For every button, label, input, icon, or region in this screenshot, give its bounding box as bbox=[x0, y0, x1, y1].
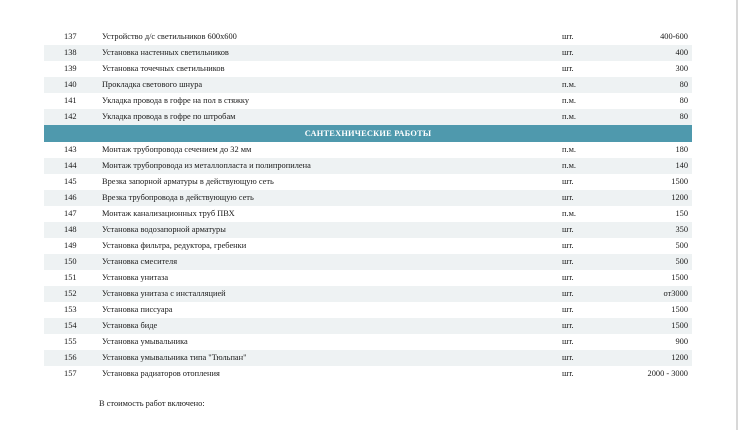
row-price: 80 bbox=[622, 77, 692, 93]
row-unit: шт. bbox=[562, 174, 622, 190]
table-row bbox=[44, 45, 692, 61]
row-number: 143 bbox=[44, 142, 102, 158]
row-service-name: Укладка провода в гофре на пол в стяжку bbox=[102, 93, 562, 109]
table-row bbox=[44, 109, 692, 125]
row-service-name: Установка точечных светильников bbox=[102, 61, 562, 77]
row-unit: шт. bbox=[562, 254, 622, 270]
row-unit: шт. bbox=[562, 366, 622, 382]
row-unit: шт. bbox=[562, 45, 622, 61]
row-number: 148 bbox=[44, 222, 102, 238]
price-table-body-before bbox=[44, 29, 692, 125]
row-service-name: Монтаж канализационных труб ПВХ bbox=[102, 206, 562, 222]
row-unit: п.м. bbox=[562, 142, 622, 158]
row-number: 146 bbox=[44, 190, 102, 206]
row-service-name: Установка умывальника типа "Тюльпан" bbox=[102, 350, 562, 366]
row-number: 141 bbox=[44, 93, 102, 109]
table-row bbox=[44, 270, 692, 286]
row-service-name: Установка умывальника bbox=[102, 334, 562, 350]
row-price: 1500 bbox=[622, 174, 692, 190]
row-number: 153 bbox=[44, 302, 102, 318]
row-service-name: Установка унитаза bbox=[102, 270, 562, 286]
row-unit: п.м. bbox=[562, 93, 622, 109]
row-number: 151 bbox=[44, 270, 102, 286]
table-row bbox=[44, 222, 692, 238]
row-service-name: Монтаж трубопровода сечением до 32 мм bbox=[102, 142, 562, 158]
table-row bbox=[44, 254, 692, 270]
row-number: 147 bbox=[44, 206, 102, 222]
row-service-name: Установка унитаза с инсталляцией bbox=[102, 286, 562, 302]
table-row bbox=[44, 174, 692, 190]
row-unit: шт. bbox=[562, 334, 622, 350]
table-row bbox=[44, 350, 692, 366]
row-price: 1500 bbox=[622, 270, 692, 286]
row-service-name: Укладка провода в гофре по штробам bbox=[102, 109, 562, 125]
row-unit: шт. bbox=[562, 318, 622, 334]
price-table-body-after bbox=[44, 142, 692, 382]
row-unit: п.м. bbox=[562, 77, 622, 93]
table-row bbox=[44, 61, 692, 77]
row-price: 350 bbox=[622, 222, 692, 238]
table-row bbox=[44, 286, 692, 302]
row-number: 149 bbox=[44, 238, 102, 254]
row-price: 150 bbox=[622, 206, 692, 222]
row-number: 154 bbox=[44, 318, 102, 334]
row-price: 2000 - 3000 bbox=[622, 366, 692, 382]
row-unit: п.м. bbox=[562, 158, 622, 174]
table-row bbox=[44, 206, 692, 222]
row-price: 1500 bbox=[622, 318, 692, 334]
row-unit: шт. bbox=[562, 61, 622, 77]
row-price: 500 bbox=[622, 238, 692, 254]
row-service-name: Монтаж трубопровода из металлопласта и полипропилена bbox=[102, 158, 562, 174]
row-price: 80 bbox=[622, 93, 692, 109]
footer-note: В стоимость работ включено: bbox=[99, 399, 205, 408]
row-number: 152 bbox=[44, 286, 102, 302]
row-service-name: Установка писсуара bbox=[102, 302, 562, 318]
row-service-name: Врезка запорной арматуры в действующую сеть bbox=[102, 174, 562, 190]
row-service-name: Установка смесителя bbox=[102, 254, 562, 270]
row-number: 137 bbox=[44, 29, 102, 45]
row-unit: шт. bbox=[562, 302, 622, 318]
row-number: 138 bbox=[44, 45, 102, 61]
table-row bbox=[44, 142, 692, 158]
row-unit: шт. bbox=[562, 222, 622, 238]
table-row bbox=[44, 366, 692, 382]
table-row bbox=[44, 77, 692, 93]
row-service-name: Установка водозапорной арматуры bbox=[102, 222, 562, 238]
section-header-row bbox=[44, 125, 692, 142]
row-service-name: Устройство д/с светильников 600х600 bbox=[102, 29, 562, 45]
table-row bbox=[44, 158, 692, 174]
row-unit: шт. bbox=[562, 238, 622, 254]
section-header-group bbox=[44, 125, 692, 142]
row-number: 157 bbox=[44, 366, 102, 382]
row-price: 80 bbox=[622, 109, 692, 125]
row-number: 142 bbox=[44, 109, 102, 125]
row-number: 139 bbox=[44, 61, 102, 77]
row-unit: п.м. bbox=[562, 206, 622, 222]
row-price: 400 bbox=[622, 45, 692, 61]
row-number: 145 bbox=[44, 174, 102, 190]
row-price: от3000 bbox=[622, 286, 692, 302]
table-row bbox=[44, 93, 692, 109]
row-price: 140 bbox=[622, 158, 692, 174]
row-unit: п.м. bbox=[562, 109, 622, 125]
table-row bbox=[44, 190, 692, 206]
row-service-name: Врезка трубопровода в действующую сеть bbox=[102, 190, 562, 206]
row-price: 1200 bbox=[622, 350, 692, 366]
row-price: 180 bbox=[622, 142, 692, 158]
row-service-name: Прокладка светового шнура bbox=[102, 77, 562, 93]
table-row bbox=[44, 302, 692, 318]
table-row bbox=[44, 334, 692, 350]
row-price: 1200 bbox=[622, 190, 692, 206]
row-price: 400-600 bbox=[622, 29, 692, 45]
price-table bbox=[44, 29, 692, 382]
row-service-name: Установка радиаторов отопления bbox=[102, 366, 562, 382]
row-service-name: Установка биде bbox=[102, 318, 562, 334]
table-row bbox=[44, 318, 692, 334]
row-number: 150 bbox=[44, 254, 102, 270]
row-number: 156 bbox=[44, 350, 102, 366]
row-unit: шт. bbox=[562, 190, 622, 206]
row-number: 155 bbox=[44, 334, 102, 350]
section-title: САНТЕХНИЧЕСКИЕ РАБОТЫ bbox=[44, 125, 692, 142]
row-unit: шт. bbox=[562, 286, 622, 302]
table-row bbox=[44, 29, 692, 45]
row-unit: шт. bbox=[562, 29, 622, 45]
row-service-name: Установка фильтра, редуктора, гребенки bbox=[102, 238, 562, 254]
row-number: 144 bbox=[44, 158, 102, 174]
row-unit: шт. bbox=[562, 350, 622, 366]
row-number: 140 bbox=[44, 77, 102, 93]
row-price: 1500 bbox=[622, 302, 692, 318]
row-price: 300 bbox=[622, 61, 692, 77]
row-unit: шт. bbox=[562, 270, 622, 286]
row-price: 900 bbox=[622, 334, 692, 350]
table-row bbox=[44, 238, 692, 254]
row-price: 500 bbox=[622, 254, 692, 270]
row-service-name: Установка настенных светильников bbox=[102, 45, 562, 61]
